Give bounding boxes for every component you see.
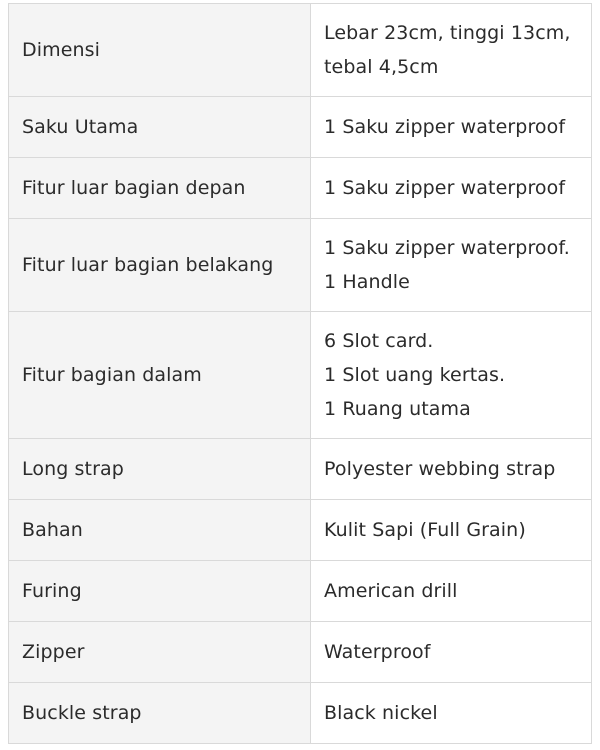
spec-value-line: 1 Handle bbox=[324, 271, 410, 293]
spec-label: Buckle strap bbox=[9, 683, 311, 744]
spec-value-line: 1 Slot uang kertas. bbox=[324, 364, 506, 386]
table-row bbox=[9, 439, 592, 500]
spec-value-line: American drill bbox=[324, 580, 458, 602]
spec-value-line: Kulit Sapi (Full Grain) bbox=[324, 519, 526, 541]
spec-label: Fitur bagian dalam bbox=[9, 312, 311, 439]
spec-table bbox=[8, 3, 592, 744]
spec-value-line: Black nickel bbox=[324, 702, 438, 724]
table-row bbox=[9, 622, 592, 683]
spec-value-line: Polyester webbing strap bbox=[324, 458, 556, 480]
table-row bbox=[9, 97, 592, 158]
spec-value bbox=[311, 158, 592, 219]
spec-value bbox=[311, 622, 592, 683]
spec-value bbox=[311, 500, 592, 561]
spec-label: Long strap bbox=[9, 439, 311, 500]
spec-value-line: Lebar 23cm, tinggi 13cm, bbox=[324, 22, 571, 44]
spec-label: Fitur luar bagian belakang bbox=[9, 219, 311, 312]
table-row bbox=[9, 312, 592, 439]
spec-value bbox=[311, 219, 592, 312]
table-row bbox=[9, 683, 592, 744]
spec-label: Fitur luar bagian depan bbox=[9, 158, 311, 219]
table-row bbox=[9, 500, 592, 561]
table-row bbox=[9, 561, 592, 622]
spec-value-line: 6 Slot card. bbox=[324, 330, 434, 352]
table-row bbox=[9, 158, 592, 219]
spec-value-line: 1 Saku zipper waterproof bbox=[324, 116, 566, 138]
spec-label: Furing bbox=[9, 561, 311, 622]
table-row bbox=[9, 4, 592, 97]
spec-value bbox=[311, 4, 592, 97]
spec-label: Zipper bbox=[9, 622, 311, 683]
spec-value bbox=[311, 97, 592, 158]
spec-value-line: tebal 4,5cm bbox=[324, 56, 439, 78]
spec-label: Bahan bbox=[9, 500, 311, 561]
table-row bbox=[9, 219, 592, 312]
spec-label: Dimensi bbox=[9, 4, 311, 97]
spec-value bbox=[311, 439, 592, 500]
spec-value bbox=[311, 312, 592, 439]
spec-value-line: 1 Saku zipper waterproof. bbox=[324, 237, 570, 259]
spec-value-line: 1 Ruang utama bbox=[324, 398, 471, 420]
spec-value-line: Waterproof bbox=[324, 641, 431, 663]
spec-label: Saku Utama bbox=[9, 97, 311, 158]
spec-value bbox=[311, 683, 592, 744]
spec-value bbox=[311, 561, 592, 622]
spec-value-line: 1 Saku zipper waterproof bbox=[324, 177, 566, 199]
